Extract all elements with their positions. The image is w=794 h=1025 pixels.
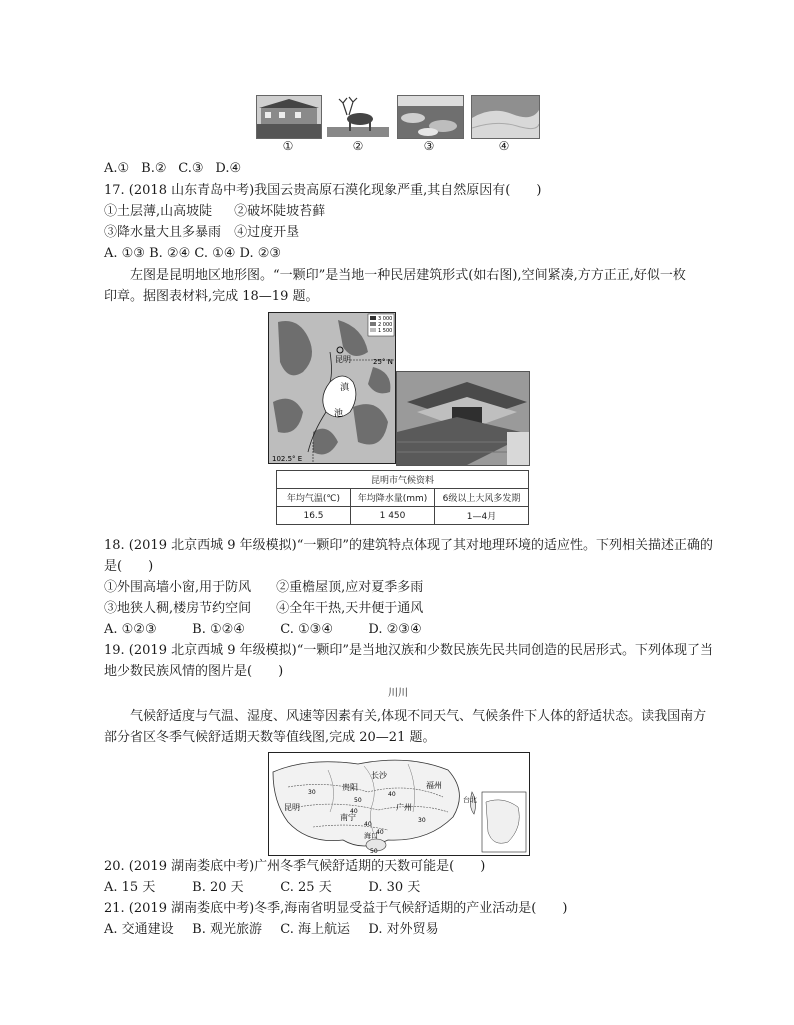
isoline-label-7: 40 <box>376 829 384 836</box>
intro-20-21-line-1: 气候舒适度与气温、湿度、风速等因素有关,体现不同天气、气候条件下人体的舒适状态。读我国南方 <box>130 709 707 724</box>
q17-item-3: ③降水量大且多暴雨 <box>104 225 222 240</box>
climate-value-wind: 1—4月 <box>435 507 529 525</box>
southern-china-comfort-map <box>268 752 530 856</box>
reindeer-image <box>327 95 389 137</box>
q18-stem-line-1: 18. (2019 北京西城 9 年级模拟)“一颗印”的建筑特点体现了其对地理环境的适应性。下列相关描述正确的 <box>104 538 713 553</box>
isoline-label-8: 50 <box>370 848 378 855</box>
label-guangzhou: 广州 <box>396 803 412 812</box>
desert-dune-image <box>472 96 539 138</box>
q17-items-row-2 <box>104 224 299 242</box>
q17-items-row-1 <box>104 203 325 221</box>
climate-header-precip: 年均降水量(mm) <box>351 489 435 507</box>
rocky-landscape-image <box>398 96 463 138</box>
q21-option-a[interactable]: A. 交通建设 <box>104 922 174 937</box>
q21-option-d[interactable]: D. 对外贸易 <box>368 922 439 937</box>
photo-caption-2: ② <box>352 139 364 153</box>
kunming-climate-table <box>276 470 529 525</box>
q18-option-b[interactable]: B. ①②④ <box>192 622 245 637</box>
q18-items-row-2 <box>104 600 423 618</box>
photo-caption-4: ④ <box>498 139 510 153</box>
label-nanning: 南宁 <box>340 813 356 822</box>
label-taibei: 台北 <box>463 796 477 804</box>
label-fuzhou: 福州 <box>426 781 442 790</box>
q16-option-a[interactable]: A.① <box>104 161 130 176</box>
intro-18-19-line-2: 印章。据图表材料,完成 18—19 题。 <box>104 289 319 304</box>
q17-item-2: ②破坏陡坡苔藓 <box>234 204 326 219</box>
q18-item-2: ②重檐屋顶,应对夏季多雨 <box>276 580 424 595</box>
kunming-terrain-map <box>268 312 396 464</box>
climate-table-title: 昆明市气候资料 <box>277 471 529 489</box>
q20-option-a[interactable]: A. 15 天 <box>104 880 156 895</box>
q18-option-c[interactable]: C. ①③④ <box>280 622 333 637</box>
q20-option-d[interactable]: D. 30 天 <box>368 880 421 895</box>
intro-18-19-line-1: 左图是昆明地区地形图。“一颗印”是当地一种民居建筑形式(如右图),空间紧凑,方方正正,好似一枚 <box>130 268 686 283</box>
q20-option-c[interactable]: C. 25 天 <box>280 880 332 895</box>
q18-options <box>104 621 422 639</box>
legend-1500: 1 500 <box>378 328 393 334</box>
photo-4-desert-dunes <box>471 95 540 139</box>
label-dian: 滇 <box>340 383 350 393</box>
photo-1-stilt-houses <box>256 95 322 139</box>
isoline-label-5: 40 <box>364 821 372 828</box>
label-haikou: 海口 <box>364 832 378 840</box>
q17-stem: 17. (2018 山东青岛中考)我国云贵高原石漠化现象严重,其自然原因有( ) <box>104 183 542 198</box>
q19-stem-line-1: 19. (2019 北京西城 9 年级模拟)“一颗印”是当地汉族和少数民族先民共同创造的民居形式。下列体现了当 <box>104 643 713 658</box>
q18-item-1: ①外围高墙小窗,用于防风 <box>104 580 252 595</box>
q20-option-b[interactable]: B. 20 天 <box>192 880 244 895</box>
label-changsha: 长沙 <box>371 771 387 780</box>
climate-value-precip: 1 450 <box>351 507 435 525</box>
q16-option-d[interactable]: D.④ <box>215 161 242 176</box>
intro-20-21-line-2: 部分省区冬季气候舒适期天数等值线图,完成 20—21 题。 <box>104 730 436 745</box>
climate-value-temp: 16.5 <box>277 507 351 525</box>
label-guiyang: 贵阳 <box>342 783 358 792</box>
q20-options <box>104 879 420 897</box>
isoline-label-4: 40 <box>388 791 396 798</box>
q19-image-placeholder: 川川 <box>388 688 408 699</box>
isoline-label-2: 40 <box>350 808 358 815</box>
q16-options <box>104 160 241 178</box>
q21-option-b[interactable]: B. 观光旅游 <box>192 922 262 937</box>
q17-options[interactable]: A. ①③ B. ②④ C. ①④ D. ②③ <box>104 246 282 261</box>
label-kunming: 昆明 <box>284 803 300 812</box>
label-kunming: 昆明 <box>335 355 351 364</box>
climate-header-temp: 年均气温(℃) <box>277 489 351 507</box>
legend-3000: 3 000 <box>378 316 393 322</box>
isoline-label-1: 50 <box>354 797 362 804</box>
photo-caption-3: ③ <box>423 139 435 153</box>
isoline-label-3: 30 <box>308 789 316 796</box>
label-lat: 25° N <box>373 358 393 366</box>
q18-stem-line-2: 是( ) <box>104 559 154 574</box>
stilt-house-image <box>257 96 321 138</box>
photo-caption-1: ① <box>282 139 294 153</box>
photo-3-rocky-landscape <box>397 95 464 139</box>
yikeyin-courtyard-photo <box>396 371 530 466</box>
q18-items-row-1 <box>104 579 423 597</box>
q21-stem: 21. (2019 湖南娄底中考)冬季,海南省明显受益于气候舒适期的产业活动是( ) <box>104 901 568 916</box>
isoline-map-graphic <box>268 752 530 856</box>
q18-option-a[interactable]: A. ①②③ <box>104 622 157 637</box>
label-lon: 102.5° E <box>272 455 303 463</box>
q17-item-1: ①土层薄,山高坡陡 <box>104 204 213 219</box>
courtyard-house-image <box>397 372 529 465</box>
q21-options <box>104 921 439 939</box>
climate-header-wind: 6级以上大风多发期 <box>435 489 529 507</box>
label-chi: 池 <box>334 409 344 419</box>
q18-item-4: ④全年干热,天井便于通风 <box>276 601 424 616</box>
legend-2000: 2 000 <box>378 322 393 328</box>
q18-option-d[interactable]: D. ②③④ <box>368 622 422 637</box>
isoline-label-6: 30 <box>418 817 426 824</box>
photo-2-reindeer <box>327 95 389 137</box>
q16-option-b[interactable]: B.② <box>141 161 167 176</box>
q18-item-3: ③地狭人稠,楼房节约空间 <box>104 601 252 616</box>
q21-option-c[interactable]: C. 海上航运 <box>280 922 351 937</box>
q17-item-4: ④过度开垦 <box>234 225 300 240</box>
q20-stem: 20. (2019 湖南娄底中考)广州冬季气候舒适期的天数可能是( ) <box>104 859 486 874</box>
terrain-map-graphic <box>268 312 396 464</box>
q19-stem-line-2: 地少数民族风情的图片是( ) <box>104 664 284 679</box>
q16-option-c[interactable]: C.③ <box>178 161 204 176</box>
